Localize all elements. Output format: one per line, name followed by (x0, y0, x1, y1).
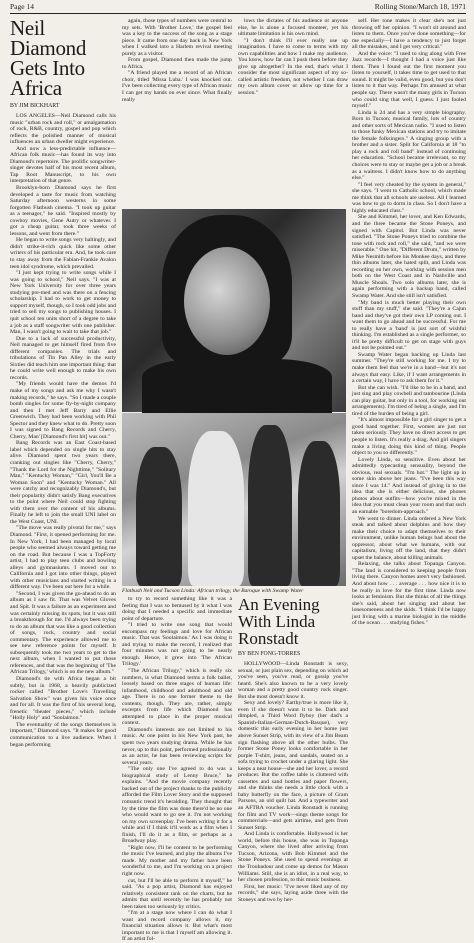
paragraph: From gospel, Diamond then made the jump to Africa. (122, 57, 232, 70)
paragraph: She and Kimmel, her lover, and Ken Edwards, and the three became the Stone Poneys, and signed with Capitol. But Linda was never satisfied. "The Stone Poneys tried to combine the tone with rock and roll," she said, "and we were miserable." One hit, "Different Drum," written by Mike Nesmith before his Monkee days, and three thin albums later, she hated split, and Linda was recording on her own, working with session men both on the West Coast and in Nashville and Muscle Shoals. Two solo albums later, she is again performing with a backup band, called Swamp Water. And she still isn't satisfied. (352, 214, 466, 299)
paragraph: First, her music: "I've never liked any of my records," she says, laying aside three with the Stoneys and two by her- (238, 883, 348, 903)
headline-neil-diamond: Neil Diamond Gets Into Africa (10, 16, 87, 100)
photo-neil-diamond (122, 209, 346, 412)
photo-caption: Flatbush Neil and Tucson Linda: African trilogy, the Baroque with Swamp Water (122, 588, 304, 594)
paragraph: "My friends would have the demos I'd make of my songs and ask me why I wasn't making records," he says. "So I made a couple bomb singles for some fly-by-night company and then I met Jeff Barry and Ellie Greenwich. They had been working with Phil Spector and they knew what to do. Pretty soon I was signed to Bang Records and Cherry, Cherry, Man' [Diamond's first hit] was out." (10, 381, 116, 440)
paragraph: Linda is 24 and has a very simple biography. Born in Tucson; musical family, lots of country and other sorts of Mexican radio. "I used to listen to those funky Mexican stations and try to imitate the female folksingers." A singing group with a brother and a sister. Split for California at 18 "to play a rock and roll band" instead of continuing her education. "School became irrelevant, so my choices were to stay or maybe get a job or a break as a waitress. I didn't know how to do anything else." (352, 109, 466, 182)
paragraph: "I don't think I'll ever really use up imagination. I have to come to terms with my own capabilities and how I make my audience. You know, how far can I push them before they give up altogether? In the end, that's what I consider the most significant aspect of my so-called artistic freedom, not whether I can draw my own album cover or allow up time for a session." (238, 37, 348, 97)
column-3-bottom (238, 595, 348, 903)
photo-linda-ronstadt (122, 413, 346, 586)
paragraph: self. Her tone makes it clear she's not just throwing off her opinion. "I won't sit around and listen to them. Once you've done something—for me especially—I have a tendency to just forget all the mistakes, and I get very critical." (352, 18, 466, 51)
paragraph: The eventuality of the songs themselves is important," Diamond says. "It makes for good communication to a live audience. When I began performing (10, 721, 116, 748)
paragraph: "It's almost impossible for a girl singer to get a good band together. First, women are just not taken seriously. They have no direct access to get people to listen. It's really a drag. And girl singers make a living doing this kind of thing. People object to you so differently." (352, 417, 466, 457)
paragraph: "I'm at a stage now where I can do what I want and record company allows it, my financial situation allows it. But what's most important to me is that I myself am allowing it. If an artist fol- (122, 910, 232, 943)
paragraph: Swamp Water began backing up Linda last summer. "They're still working for me. I try to make them feel that we're in a band—but it's not always that easy. Like, if I want arrangements in a certain way, I have to ask them for it." (352, 351, 466, 385)
page-number: Page 14 (10, 2, 34, 11)
figure-shape (298, 441, 340, 586)
paragraph: Lovely Linda, so sensitive. Even about her admittedly typecasting sensuality, beyond the obvious, real sexuals. "I'm hot." The light up in some skin above her jeans. "I've been this way since I was 14." And instead of giving in to the idea that she is either delicious, she phones photos about outfits—how you're mixed in the idea that you must clean your room and that such an earnable "boredom-approach." (352, 456, 466, 516)
byline-2: BY BEN FONG-TORRES (238, 651, 301, 657)
paragraph: "Second, I was given the go-ahead to do an album as I saw fit. That was Velvet Gloves and Spit. It was a failure as an experiment and was certainly missing its spots, but it was still a breakthrough for me. I'd always been trying to do an album that was like a good collection of songs, rock, country and social commentary. The experience allowed me to see new reference points for myself. It subsequently took me two years to get to the next album, when I wanted to put those references, and that was the beginning of 'The African Trilogy,' which is on the new album." (10, 590, 116, 676)
paragraph: HOLLYWOOD—Linda Ronstadt is sexy, sexual, or just plain sex, depending on which ad you've seen, you've read, or gossip you've heard. She's also known to be a very lovely woman and a pretty good country rock singer. But she most doesn't know it. (238, 661, 348, 700)
paragraph: cut, but I'll be able to perform it myself," he said. "As a pop artist, Diamond has enjoyed relatively consistent rank on the charts, but he admits that until recently he has probably not been taken too seriously by critics. (122, 877, 232, 910)
figure-shape (136, 447, 182, 586)
column-1 (10, 16, 116, 748)
paragraph: "I just kept trying to write songs while I was going to school," Neil says. "I was at New York University for over three years studying pre-med and was there on a fencing scholarship. I had to work to get money to support myself, though, so I took odd jobs and tried to sell my songs to publishing houses. I quit school ten units short of a degree to take a job as a staff songwriter with one publisher. Man, I wasn't going to wait to take that job." (10, 270, 116, 336)
paragraph: We went to dinner. Linda ordered a New York steak and talked about dolphins and how they make their choice to adapt themselves to their environment, unlike human beings bad about the oppressor, about what we humans, with our capitalism, living off the land, that they didn't upset the balance, about killing animals. (352, 515, 466, 561)
paragraph: Diamond's tie with Africa began a bit subtly, but in 1968, a heavily publicized rocker called "Brother Love's Travelling Salvation Show" was given his voice once and for all. It was the first of his several long, frenetic "theater pieces," which include "Holly Holy" and "Soolaimon." (10, 676, 116, 722)
paragraph: Brooklyn-born Diamond says he first developed a taste for music from watching Saturday afternoon westerns in some forgotten Flatbush cinema. "I took up guitar as a teenager," he said. "Inspired mostly by cowboy movies, Gene Autry or whatever. I got a cheap guitar, took three weeks of lessons, and went from there." (10, 185, 116, 237)
column-3-top (238, 18, 348, 206)
paragraph: "The African Trilogy," which is really six numbers, is what Diamond terms a folk ballet, loosely based on three stages of human life: infanthood, childhood and adulthood and old age. There is no one former theme to the contents, though. They are, rather, simply excerpts from life which Diamond has attempted to place in the proper musical context. (122, 668, 232, 727)
column-4 (352, 18, 466, 720)
paragraph: "I feel very cheated by the system in general," she says. "I went to Catholic school, which made me think that all schools are useless. All I learned was how to go to dorm in class. So I don't have a highly educated class." (352, 181, 466, 214)
paragraph: And now a less-predictable influence—African folk music—has found its way into Diamond's repertoire. The prolific songwriter-singer devotes half of his most recent album, Tap Root Manuscript, to his own interpretation of that genre. (10, 145, 116, 185)
paragraph: "Right now, I'll be content to be performing the music I've learned, and play the albums I've made. My mother and my father have been wonderful to me, and I'm working on a project right now. (122, 844, 232, 877)
face-shape (184, 247, 270, 355)
paragraph: "I tried to write one song that would encompass my feelings and love for African music. That was 'Soolaimon.' As I was doing it and trying to make the record, I realized that four minutes was not going to be nearly enough. Hence, it grew into 'The African Trilogy.' (122, 622, 232, 668)
byline-1: BY JIM BICKHART (10, 103, 60, 109)
page-header (10, 2, 466, 12)
paragraph: Bang Records was an East Coast-based label which depended on single hits to stay alive. Diamond spent two years there, cranking out singles like "Cherry, Cherry," "Thank the Lord for the Nighttime," "Solitary Man," "Kentucky Woman," "Girl, You'll Be a Woman Soon" and "Kentucky Woman." All were catchy and recognizably Diamond's, but their popularity didn't satisfy Bang executives to the point where Neil could stop fighting with them over the content of his albums. Finally he left to join the small UNI label on the West Coast, UNI. (10, 440, 116, 525)
paragraph: LOS ANGELES—Neil Diamond calls his music "urban rock and roll," or amalgamation of rock, R&B, country, gospel and pop which reflects the polished manner of musical influences an urban dweller might experience. (10, 113, 116, 146)
paragraph: And Linda is comfortable. Hollywood is her world, before this house, she was in Topanga Canyon, where she lived after arriving from Tucson, Arizona, with Bob Kimmel and the Stone Poneys. She used to spend evenings at the Troubadour and come up demos for Mason Williams. Still, she is an idiot, in a real way, to her chosen profession, to this music business. (238, 831, 348, 884)
header-rule (10, 13, 466, 14)
column-2-top (122, 18, 232, 206)
masthead: Rolling Stone/March 18, 1971 (374, 2, 466, 11)
paragraph: Due to a lack of successful productivity, Neil managed to get himself fired from five different companies. The trials and tribulations of Tin Pan Alley in the early Sixties did teach him one important thing: that he could write well enough to make his own records. (10, 335, 116, 381)
paragraph: Diamond's interests are not limited to his music. At one point in his New York past, he spent two years studying drama. While he has never, up to this point, performed professionally as an actor, he has been reviewing scripts for several years. (122, 726, 232, 766)
paragraph: "My band is much better playing their own stuff than my stuff," she said. "They're a Cajun band and they've got their own LP coming out. I want them to go ahead and be successful. For me to really have a 'band' is just sort of wishful thinking. I'm established as a single performer, so it'll be pretty difficult to get on stage with guys and not be pointed out." (352, 299, 466, 352)
paragraph: And the voice: "I used to sing along with Free Jazz records—I thought I had a voice just like them. Then I found out the first moment you listen to yourself, it takes time to get used to that sound. It might be valid, even good, but you don't listen to it that way. Perhaps I'm amused at what people say. There wasn't the many girls in Tucson who could sing that well, I guess. I just fooled myself." (352, 50, 466, 110)
column-2-bottom (122, 596, 232, 943)
figure-shape (188, 431, 244, 586)
headline-linda-ronstadt: An Evening With Linda Ronstadt (238, 595, 320, 648)
paragraph: to try to record something like it was a feeling that I was so bemused by it what I was doing that I needed a specific and immediate point of departure. (122, 596, 232, 622)
paragraph: But she can wish. "I'd like to be in a band, and just sing and play cowbell and tambourine (Linda can play guitar, but only in a tool, for working out arrangements). I'm tired of being a single, and I'm tired of the burden of being a girl. (352, 384, 466, 417)
figure-shape (248, 425, 292, 586)
paragraph: "The move was really pivotal for me," says Diamond. "First, it opened performing for me. In New York, I had been managed by local people who seemed always toward getting me on the road. But because I was a TopForty artist, I had to play teen clubs and bowling alleys and gymnasiums. I moved out to California and I got into other things, played with other musicians and started writing in a different way. I've been out here for a while. (10, 525, 116, 591)
paragraph: Relaxing, she talks about Topanga Canyon. "The land is considered to keeping people from living there. Canyon homes aren't very fashioned. And about how . . . average . . . how nice it is to be really in love for the first time. Linda now looks at feminism. But she thinks of all the things she's said, about her singing and about her lonesomeness and the skids. "I think I'd be happy just living with a marine biologist in the middle of the ocean . . . studying fishes." (352, 561, 466, 627)
paragraph: lows the dictates of his audience or anyone else, he is alone a focused monteer, yet his ultimate limitation is his own mind. (238, 18, 348, 38)
collar-shape (142, 359, 332, 419)
paragraph: Sexy and lovely? Earthy/true is more like it, even if she doesn't want it to be. Dark and dimpled, a Third Word flyboy (her dad's a Spanish-Italian-German-Dutch-Basque), very domestic this early evening in her home just above Sunset Strip, with its view of a Jim Beam sign flashing above all the other bulbs. The former Stone Poney looks comfortable in her purple T-shirt, jeans, and sandals, seated on a sofa trying to crochet under a glaring light. She keeps a neat house—she and her lover, a record producer. But the coffee table is cluttered with cassettes and sand bottles and paper flowers, and she thinks she needs a little clock with a baby butterfly on the face, a picture of Gram Parsons, an old quilt hat. And a typewriter and an AFTRA voucher. Linda Ronstadt is running for film and TV work—sings theme songs for commercials—and gets airtime, and gets from Sunset Strip. (238, 700, 348, 831)
paragraph: "The only one I've agreed to do was a biographical study of Lenny Bruce," he explains. "And the movie company recently backed out of the project thanks to the publicity afforded the Film Lover Story and the supposed romantic trend it's heralding. They thought that by the time the film was done there'd be no one who would want to go see it. I'm not working on my own screenplay. I've been writing it for a while and if I think it'll work as a film when I finish, I'll do it as a film, or perhaps as a Broadway play. (122, 766, 232, 845)
paragraph: again, those types of numbers were central to my sets. With 'Brother Love,' the gospel feel was a key to the success of the song as a stage piece. It came from one day back in New York when I walked into a Harlem revival meeting purely as a visitor. (122, 18, 232, 57)
paragraph: He began to write songs very haltingly, and didn't strike-it-rich quick like some other writers of his particular era. And, he took care to stay away from the Fabian-Frankie Avalon teen idol syndrome, which prevailed. (10, 237, 116, 270)
paragraph: "A friend played me a record of an African choir, titled 'Missa Luba.' I was knocked out. I've been collecting every type of African music I can get my hands on ever since. What finally really (122, 70, 232, 103)
